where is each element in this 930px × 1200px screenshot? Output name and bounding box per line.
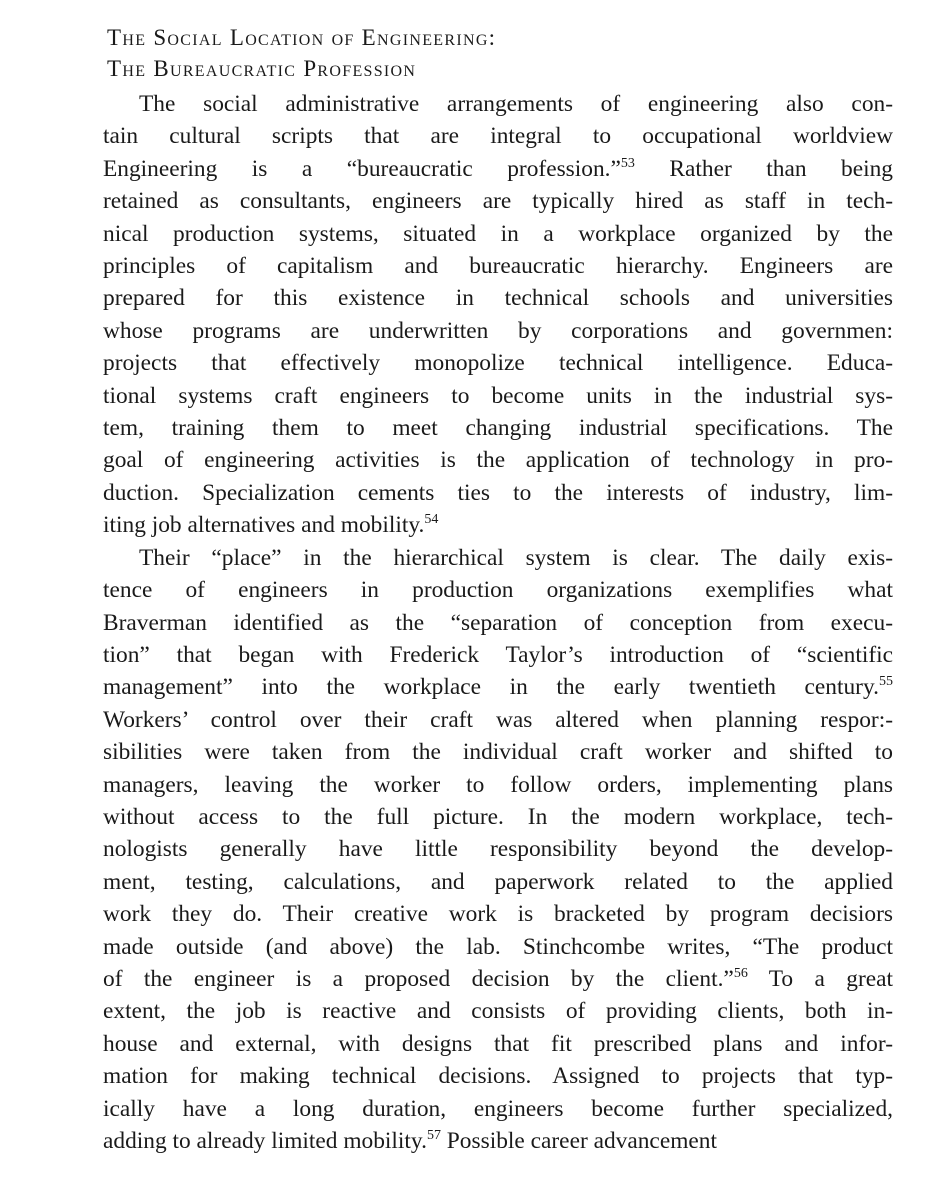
text-line [103, 1028, 893, 1060]
line-text-after-footnote: Rather than being [634, 155, 893, 182]
footnote-marker: 54 [424, 512, 439, 528]
line-text: nical production systems, situated in a workplace organized by the [103, 220, 893, 247]
text-line [103, 412, 893, 444]
footnote-marker: 55 [879, 674, 893, 690]
footnote-marker: 57 [426, 1128, 441, 1143]
text-line [103, 120, 893, 152]
line-text: Engineering is a “bureaucratic profession.” [103, 155, 621, 182]
text-line [103, 639, 893, 671]
line-text: nologists generally have little responsibility beyond the develop- [103, 836, 893, 863]
line-text: ment, testing, calculations, and paperwork related to the applied [103, 868, 893, 895]
text-line [103, 347, 893, 379]
line-text: prepared for this existence in technical schools and universities [103, 285, 893, 312]
line-text: tem, training them to meet changing industrial specifications. The [103, 415, 893, 442]
text-line [103, 250, 893, 282]
line-text-after-footnote: Possible career advancement [440, 1128, 717, 1154]
text-line [103, 542, 893, 574]
text-line [103, 477, 893, 509]
paragraph-2 [103, 542, 893, 1158]
line-text: management” into the workplace in the early twentieth century. [103, 674, 879, 701]
text-line [103, 898, 893, 930]
body-text [103, 88, 893, 1157]
text-line [103, 574, 893, 606]
text-line [103, 833, 893, 865]
paragraph-1 [103, 88, 893, 542]
line-text: ically have a long duration, engineers become further specialized, [103, 1095, 893, 1122]
line-text: made outside (and above) the lab. Stinchcombe writes, “The product [103, 933, 893, 960]
line-text: tional systems craft engineers to become units in the industrial sys- [103, 382, 893, 409]
heading-line-1: The Social Location of Engineering: [107, 25, 497, 50]
line-text: extent, the job is reactive and consists of providing clients, both in- [103, 998, 893, 1025]
text-line [103, 1093, 893, 1125]
heading-line-2: The Bureaucratic Profession [107, 56, 417, 81]
line-text: tain cultural scripts that are integral to occupational worldview [103, 123, 893, 150]
text-line [103, 769, 893, 801]
text-line [103, 671, 893, 703]
text-line [103, 1125, 893, 1157]
line-text: goal of engineering activities is the application of technology in pro- [103, 447, 893, 474]
line-text: adding to already limited mobility. [103, 1128, 427, 1154]
text-line [103, 153, 893, 185]
line-text: tence of engineers in production organizations exemplifies what [103, 577, 893, 604]
line-text-after-footnote: To a great [747, 965, 893, 992]
line-text: The social administrative arrangements of engineering also con- [139, 91, 893, 117]
text-line [103, 801, 893, 833]
text-line [103, 607, 893, 639]
section-heading [107, 22, 893, 84]
line-text: whose programs are underwritten by corporations and governmen: [103, 317, 893, 344]
text-line [103, 931, 893, 963]
line-text: tion” that began with Frederick Taylor’s introduction of “scientific [103, 641, 893, 668]
line-text: principles of capitalism and bureaucratic hierarchy. Engineers are [103, 253, 893, 280]
line-text: sibilities were taken from the individual craft worker and shifted to [103, 739, 893, 766]
text-line [103, 736, 893, 768]
line-text: Their “place” in the hierarchical system is clear. The daily exis- [139, 544, 893, 571]
text-line [103, 509, 893, 541]
text-line [103, 88, 893, 120]
footnote-marker: 53 [620, 155, 635, 171]
text-line [103, 185, 893, 217]
text-line [103, 866, 893, 898]
line-text: iting job alternatives and mobility. [103, 512, 425, 539]
line-text: managers, leaving the worker to follow orders, implementing plans [103, 771, 893, 798]
line-text: of the engineer is a proposed decision by the client.” [103, 965, 734, 992]
book-page [103, 22, 893, 1157]
line-text: house and external, with designs that fit prescribed plans and infor- [103, 1030, 893, 1057]
footnote-marker: 56 [733, 965, 748, 981]
text-line [103, 704, 893, 736]
line-text: Braverman identified as the “separation of conception from execu- [103, 609, 893, 636]
line-text: duction. Specialization cements ties to the interests of industry, lim- [103, 479, 893, 506]
text-line [103, 444, 893, 476]
text-line [103, 963, 893, 995]
line-text: projects that effectively monopolize technical intelligence. Educa- [103, 350, 893, 377]
line-text: without access to the full picture. In the modern workplace, tech- [103, 803, 893, 830]
text-line [103, 380, 893, 412]
line-text: mation for making technical decisions. Assigned to projects that typ- [103, 1063, 893, 1090]
line-text: Workers’ control over their craft was altered when planning respor:- [103, 706, 893, 733]
text-line [103, 218, 893, 250]
text-line [103, 315, 893, 347]
text-line [103, 282, 893, 314]
text-line [103, 995, 893, 1027]
line-text: work they do. Their creative work is bracketed by program decisiors [103, 901, 893, 928]
text-line [103, 1060, 893, 1092]
line-text: retained as consultants, engineers are typically hired as staff in tech- [103, 188, 893, 215]
